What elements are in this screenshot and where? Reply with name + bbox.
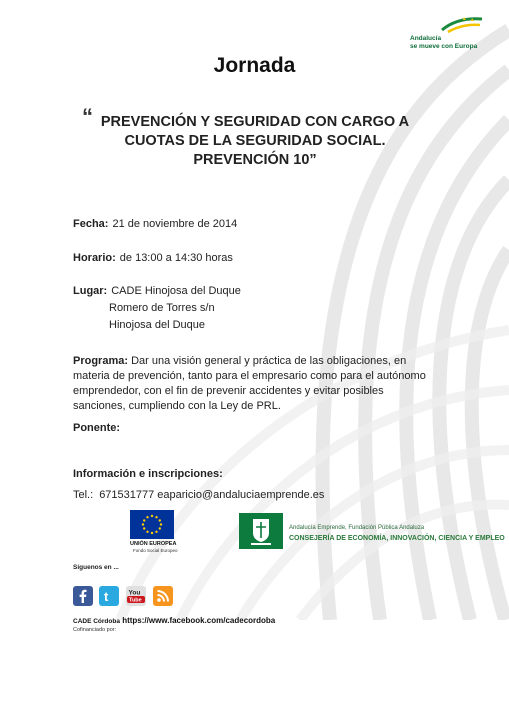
headline-line1: PREVENCIÓN Y SEGURIDAD CON CARGO A xyxy=(100,114,410,130)
horario-value: de 13:00 a 14:30 horas xyxy=(119,252,233,264)
headline-line3: PREVENCIÓN 10” xyxy=(193,152,317,168)
svg-text:You: You xyxy=(128,589,141,597)
eu-logo xyxy=(130,510,176,556)
lugar-row xyxy=(73,285,241,297)
twitter-icon[interactable] xyxy=(99,586,119,606)
fecha-label: Fecha: xyxy=(73,218,109,230)
fecha-row xyxy=(73,218,237,230)
headline xyxy=(70,113,440,170)
cofinanciado-label: Cofinanciado por: xyxy=(73,627,117,633)
lugar-label: Lugar: xyxy=(73,285,108,297)
headline-open-quote: “ xyxy=(82,104,93,129)
footer-cade-line xyxy=(73,616,275,625)
facebook-icon[interactable] xyxy=(73,586,93,606)
programa-block xyxy=(73,354,433,414)
andalucia-swoosh-icon xyxy=(440,16,484,34)
youtube-icon[interactable] xyxy=(126,586,146,606)
lugar-value: CADE Hinojosa del Duque xyxy=(111,285,241,297)
siguenos-label: Síguenos en ... xyxy=(73,564,119,571)
logo-line1: Andalucía xyxy=(410,35,442,42)
horario-row xyxy=(73,252,233,264)
telefono-row xyxy=(73,489,324,501)
eu-caption: UNIÓN EUROPEA xyxy=(130,541,177,547)
svg-text:Tube: Tube xyxy=(129,597,142,604)
telefono-value: 671531777 eaparicio@andaluciaemprende.es xyxy=(99,489,325,501)
programa-text: Dar una visión general y práctica de las obligaciones, en materia de prevención, tanto para el empresario como para el autónomo emprendedor, con el fin de prevenir accidentes y evitar posibles sanciones, cumpliendo con la Ley de PRL. xyxy=(73,355,426,412)
ponente-label: Ponente: xyxy=(73,422,121,434)
junta-consejeria-text: CONSEJERÍA DE ECONOMÍA, INNOVACIÓN, CIENCIA Y EMPLEO xyxy=(289,535,505,542)
junta-emblem-icon xyxy=(239,513,283,549)
svg-text:t: t xyxy=(104,589,109,604)
facebook-link[interactable]: https://www.facebook.com/cadecordoba xyxy=(122,616,276,625)
andalucia-logo xyxy=(410,16,490,52)
eu-subcaption: Fondo Social Europeo xyxy=(133,548,178,553)
telefono-label: Tel.: xyxy=(73,489,94,501)
lugar-line3: Hinojosa del Duque xyxy=(109,319,206,331)
lugar-line2: Romero de Torres s/n xyxy=(109,302,215,314)
horario-label: Horario: xyxy=(73,252,116,264)
eu-flag-icon xyxy=(130,510,174,539)
footer-cade-label: CADE Córdoba xyxy=(73,618,120,625)
rss-icon[interactable] xyxy=(153,586,173,606)
junta-foundation-text: Andalucía Emprende, Fundación Pública Andaluza xyxy=(289,525,425,531)
logo-line2: se mueve con Europa xyxy=(410,43,478,50)
fecha-value: 21 de noviembre de 2014 xyxy=(112,218,238,230)
informacion-label: Información e inscripciones: xyxy=(73,468,223,480)
page-title: Jornada xyxy=(213,54,296,77)
programa-label: Programa: xyxy=(73,355,129,367)
headline-line2: CUOTAS DE LA SEGURIDAD SOCIAL. xyxy=(124,133,386,149)
